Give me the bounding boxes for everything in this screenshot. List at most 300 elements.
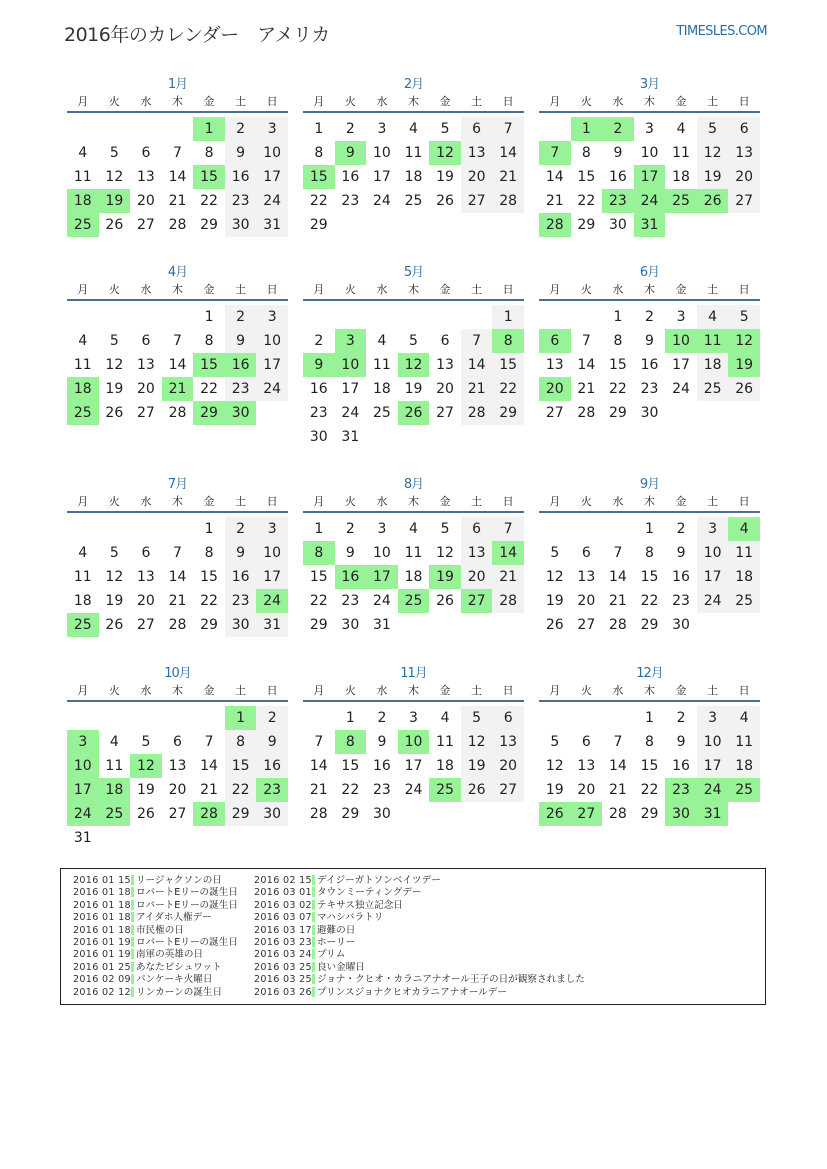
day-cell[interactable]: 30 <box>225 613 257 637</box>
day-cell[interactable]: 3 <box>645 121 654 137</box>
brand-logo[interactable]: TIMESLES.COM <box>676 24 767 39</box>
day-cell[interactable]: 27 <box>168 806 187 822</box>
holiday-day-cell[interactable]: 9 <box>335 141 367 165</box>
holiday-day-cell[interactable]: 10 <box>67 754 99 778</box>
day-cell[interactable]: 10 <box>640 145 659 161</box>
day-cell[interactable]: 29 <box>200 617 218 633</box>
day-cell[interactable]: 31 <box>256 213 288 237</box>
day-cell[interactable]: 16 <box>225 565 257 589</box>
day-cell[interactable]: 16 <box>372 758 391 774</box>
day-cell[interactable]: 10 <box>372 545 391 561</box>
holiday-day-cell[interactable]: 16 <box>225 353 257 377</box>
day-cell[interactable]: 13 <box>136 357 155 373</box>
day-cell[interactable]: 14 <box>309 758 328 774</box>
day-cell[interactable]: 10 <box>256 329 288 353</box>
day-cell[interactable]: 9 <box>645 333 654 349</box>
holiday-day-cell[interactable]: 8 <box>492 329 524 353</box>
day-cell[interactable]: 6 <box>141 333 151 349</box>
day-cell[interactable]: 24 <box>404 782 423 798</box>
day-cell[interactable]: 7 <box>461 329 493 353</box>
day-cell[interactable]: 8 <box>645 545 654 561</box>
day-cell[interactable]: 2 <box>225 117 257 141</box>
day-cell[interactable]: 14 <box>168 569 187 585</box>
holiday-day-cell[interactable]: 23 <box>602 189 634 213</box>
holiday-day-cell[interactable]: 25 <box>728 778 760 802</box>
holiday-day-cell[interactable]: 26 <box>398 401 430 425</box>
day-cell[interactable]: 30 <box>672 617 690 633</box>
day-cell[interactable]: 6 <box>461 517 493 541</box>
day-cell[interactable]: 11 <box>73 357 92 373</box>
holiday-day-cell[interactable]: 30 <box>665 802 697 826</box>
day-cell[interactable]: 20 <box>728 165 760 189</box>
day-cell[interactable]: 19 <box>545 782 564 798</box>
day-cell[interactable]: 5 <box>550 734 560 750</box>
day-cell[interactable]: 29 <box>608 405 627 421</box>
holiday-day-cell[interactable]: 4 <box>728 517 760 541</box>
holiday-day-cell[interactable]: 26 <box>539 802 571 826</box>
day-cell[interactable]: 23 <box>341 193 360 209</box>
day-cell[interactable]: 27 <box>728 189 760 213</box>
day-cell[interactable]: 17 <box>256 165 288 189</box>
day-cell[interactable]: 11 <box>436 734 454 750</box>
holiday-day-cell[interactable]: 10 <box>665 329 697 353</box>
day-cell[interactable]: 7 <box>581 333 591 349</box>
day-cell[interactable]: 19 <box>461 754 493 778</box>
holiday-day-cell[interactable]: 27 <box>461 589 493 613</box>
day-cell[interactable]: 20 <box>461 565 493 589</box>
day-cell[interactable]: 5 <box>550 545 560 561</box>
day-cell[interactable]: 13 <box>136 169 155 185</box>
day-cell[interactable]: 3 <box>377 521 387 537</box>
day-cell[interactable]: 21 <box>168 593 187 609</box>
day-cell[interactable]: 4 <box>409 521 418 537</box>
day-cell[interactable]: 26 <box>436 593 454 609</box>
holiday-day-cell[interactable]: 18 <box>67 189 99 213</box>
day-cell[interactable]: 21 <box>309 782 328 798</box>
day-cell[interactable]: 29 <box>492 401 524 425</box>
day-cell[interactable]: 6 <box>728 117 760 141</box>
day-cell[interactable]: 3 <box>697 517 729 541</box>
day-cell[interactable]: 23 <box>372 782 391 798</box>
day-cell[interactable]: 16 <box>309 381 328 397</box>
day-cell[interactable]: 20 <box>168 782 187 798</box>
day-cell[interactable]: 3 <box>697 706 729 730</box>
day-cell[interactable]: 2 <box>256 706 288 730</box>
holiday-day-cell[interactable]: 12 <box>728 329 760 353</box>
day-cell[interactable]: 16 <box>341 169 360 185</box>
day-cell[interactable]: 16 <box>608 169 627 185</box>
day-cell[interactable]: 14 <box>168 357 187 373</box>
day-cell[interactable]: 16 <box>256 754 288 778</box>
day-cell[interactable]: 3 <box>256 305 288 329</box>
day-cell[interactable]: 25 <box>372 405 391 421</box>
day-cell[interactable]: 27 <box>436 405 454 421</box>
day-cell[interactable]: 13 <box>461 541 493 565</box>
day-cell[interactable]: 14 <box>492 141 524 165</box>
holiday-day-cell[interactable]: 28 <box>193 802 225 826</box>
day-cell[interactable]: 23 <box>225 189 257 213</box>
day-cell[interactable]: 24 <box>341 405 360 421</box>
day-cell[interactable]: 10 <box>256 541 288 565</box>
day-cell[interactable]: 9 <box>613 145 623 161</box>
holiday-day-cell[interactable]: 11 <box>697 329 729 353</box>
day-cell[interactable]: 21 <box>168 193 187 209</box>
day-cell[interactable]: 12 <box>461 730 493 754</box>
day-cell[interactable]: 22 <box>200 381 218 397</box>
day-cell[interactable]: 12 <box>545 758 564 774</box>
day-cell[interactable]: 20 <box>577 593 596 609</box>
day-cell[interactable]: 17 <box>372 169 391 185</box>
day-cell[interactable]: 29 <box>640 806 659 822</box>
holiday-day-cell[interactable]: 21 <box>162 377 194 401</box>
day-cell[interactable]: 4 <box>78 333 88 349</box>
day-cell[interactable]: 11 <box>404 545 423 561</box>
day-cell[interactable]: 2 <box>676 710 686 726</box>
holiday-day-cell[interactable]: 25 <box>67 613 99 637</box>
day-cell[interactable]: 22 <box>577 193 596 209</box>
day-cell[interactable]: 4 <box>676 121 686 137</box>
day-cell[interactable]: 8 <box>581 145 591 161</box>
day-cell[interactable]: 5 <box>109 145 119 161</box>
day-cell[interactable]: 23 <box>225 589 257 613</box>
day-cell[interactable]: 28 <box>608 617 627 633</box>
day-cell[interactable]: 28 <box>577 405 596 421</box>
day-cell[interactable]: 6 <box>141 545 151 561</box>
day-cell[interactable]: 26 <box>105 617 124 633</box>
holiday-day-cell[interactable]: 3 <box>335 329 367 353</box>
day-cell[interactable]: 18 <box>697 353 729 377</box>
day-cell[interactable]: 5 <box>697 117 729 141</box>
holiday-day-cell[interactable]: 12 <box>429 141 461 165</box>
day-cell[interactable]: 21 <box>200 782 218 798</box>
day-cell[interactable]: 5 <box>109 545 119 561</box>
day-cell[interactable]: 11 <box>728 541 760 565</box>
day-cell[interactable]: 31 <box>73 830 92 846</box>
day-cell[interactable]: 10 <box>697 730 729 754</box>
holiday-day-cell[interactable]: 20 <box>539 377 571 401</box>
day-cell[interactable]: 18 <box>436 758 454 774</box>
day-cell[interactable]: 7 <box>492 517 524 541</box>
day-cell[interactable]: 15 <box>608 357 627 373</box>
holiday-day-cell[interactable]: 17 <box>634 165 666 189</box>
day-cell[interactable]: 19 <box>136 782 155 798</box>
day-cell[interactable]: 2 <box>225 305 257 329</box>
day-cell[interactable]: 11 <box>105 758 124 774</box>
holiday-day-cell[interactable]: 19 <box>429 565 461 589</box>
day-cell[interactable]: 17 <box>404 758 423 774</box>
day-cell[interactable]: 8 <box>613 333 623 349</box>
day-cell[interactable]: 19 <box>105 593 124 609</box>
day-cell[interactable]: 9 <box>676 545 686 561</box>
holiday-day-cell[interactable]: 10 <box>398 730 430 754</box>
day-cell[interactable]: 28 <box>168 617 187 633</box>
holiday-day-cell[interactable]: 29 <box>193 401 225 425</box>
day-cell[interactable]: 18 <box>728 565 760 589</box>
holiday-day-cell[interactable]: 24 <box>256 589 288 613</box>
day-cell[interactable]: 22 <box>225 778 257 802</box>
day-cell[interactable]: 2 <box>676 521 686 537</box>
day-cell[interactable]: 20 <box>577 782 596 798</box>
day-cell[interactable]: 27 <box>577 617 596 633</box>
day-cell[interactable]: 7 <box>613 545 623 561</box>
holiday-day-cell[interactable]: 25 <box>67 213 99 237</box>
day-cell[interactable]: 13 <box>577 758 596 774</box>
day-cell[interactable]: 2 <box>645 309 654 325</box>
day-cell[interactable]: 16 <box>672 569 690 585</box>
day-cell[interactable]: 29 <box>640 617 659 633</box>
day-cell[interactable]: 21 <box>577 381 596 397</box>
day-cell[interactable]: 24 <box>672 381 690 397</box>
day-cell[interactable]: 20 <box>492 754 524 778</box>
day-cell[interactable]: 13 <box>728 141 760 165</box>
day-cell[interactable]: 11 <box>404 145 423 161</box>
day-cell[interactable]: 7 <box>173 545 182 561</box>
day-cell[interactable]: 15 <box>492 353 524 377</box>
day-cell[interactable]: 28 <box>608 806 627 822</box>
day-cell[interactable]: 14 <box>608 758 627 774</box>
day-cell[interactable]: 14 <box>545 169 564 185</box>
holiday-day-cell[interactable]: 25 <box>398 589 430 613</box>
day-cell[interactable]: 7 <box>173 145 182 161</box>
day-cell[interactable]: 16 <box>672 758 690 774</box>
day-cell[interactable]: 21 <box>608 593 627 609</box>
day-cell[interactable]: 13 <box>492 730 524 754</box>
holiday-day-cell[interactable]: 24 <box>67 802 99 826</box>
day-cell[interactable]: 27 <box>136 405 155 421</box>
day-cell[interactable]: 30 <box>608 217 627 233</box>
day-cell[interactable]: 1 <box>204 309 214 325</box>
day-cell[interactable]: 2 <box>314 333 324 349</box>
day-cell[interactable]: 6 <box>173 734 182 750</box>
day-cell[interactable]: 16 <box>640 357 659 373</box>
day-cell[interactable]: 22 <box>200 193 218 209</box>
day-cell[interactable]: 23 <box>309 405 328 421</box>
day-cell[interactable]: 26 <box>461 778 493 802</box>
day-cell[interactable]: 18 <box>73 593 92 609</box>
day-cell[interactable]: 1 <box>314 521 324 537</box>
day-cell[interactable]: 15 <box>640 569 659 585</box>
day-cell[interactable]: 25 <box>697 377 729 401</box>
holiday-day-cell[interactable]: 25 <box>67 401 99 425</box>
day-cell[interactable]: 23 <box>672 593 690 609</box>
day-cell[interactable]: 30 <box>640 405 659 421</box>
holiday-day-cell[interactable]: 3 <box>67 730 99 754</box>
day-cell[interactable]: 9 <box>225 541 257 565</box>
day-cell[interactable]: 1 <box>492 305 524 329</box>
day-cell[interactable]: 6 <box>141 145 151 161</box>
holiday-day-cell[interactable]: 23 <box>256 778 288 802</box>
day-cell[interactable]: 1 <box>204 521 214 537</box>
day-cell[interactable]: 8 <box>204 333 214 349</box>
holiday-day-cell[interactable]: 31 <box>634 213 666 237</box>
day-cell[interactable]: 27 <box>461 189 493 213</box>
day-cell[interactable]: 5 <box>728 305 760 329</box>
day-cell[interactable]: 14 <box>200 758 218 774</box>
day-cell[interactable]: 6 <box>581 545 591 561</box>
day-cell[interactable]: 11 <box>728 730 760 754</box>
holiday-day-cell[interactable]: 17 <box>366 565 398 589</box>
day-cell[interactable]: 12 <box>105 357 124 373</box>
day-cell[interactable]: 13 <box>577 569 596 585</box>
holiday-day-cell[interactable]: 9 <box>303 353 335 377</box>
holiday-day-cell[interactable]: 27 <box>571 802 603 826</box>
day-cell[interactable]: 9 <box>345 545 355 561</box>
day-cell[interactable]: 18 <box>404 169 423 185</box>
day-cell[interactable]: 4 <box>78 145 88 161</box>
day-cell[interactable]: 15 <box>640 758 659 774</box>
day-cell[interactable]: 26 <box>728 377 760 401</box>
holiday-day-cell[interactable]: 15 <box>193 165 225 189</box>
day-cell[interactable]: 28 <box>309 806 328 822</box>
day-cell[interactable]: 13 <box>168 758 187 774</box>
day-cell[interactable]: 4 <box>728 706 760 730</box>
day-cell[interactable]: 30 <box>225 213 257 237</box>
holiday-day-cell[interactable]: 25 <box>99 802 131 826</box>
day-cell[interactable]: 31 <box>256 613 288 637</box>
day-cell[interactable]: 6 <box>440 333 450 349</box>
day-cell[interactable]: 29 <box>225 802 257 826</box>
day-cell[interactable]: 21 <box>608 782 627 798</box>
day-cell[interactable]: 14 <box>577 357 596 373</box>
day-cell[interactable]: 17 <box>256 353 288 377</box>
day-cell[interactable]: 26 <box>545 617 564 633</box>
day-cell[interactable]: 17 <box>697 565 729 589</box>
day-cell[interactable]: 6 <box>581 734 591 750</box>
day-cell[interactable]: 15 <box>225 754 257 778</box>
day-cell[interactable]: 20 <box>461 165 493 189</box>
day-cell[interactable]: 19 <box>105 381 124 397</box>
day-cell[interactable]: 5 <box>409 333 418 349</box>
day-cell[interactable]: 15 <box>341 758 360 774</box>
day-cell[interactable]: 11 <box>73 569 92 585</box>
holiday-day-cell[interactable]: 25 <box>665 189 697 213</box>
day-cell[interactable]: 2 <box>225 517 257 541</box>
day-cell[interactable]: 9 <box>225 141 257 165</box>
holiday-day-cell[interactable]: 12 <box>130 754 162 778</box>
holiday-day-cell[interactable]: 31 <box>697 802 729 826</box>
day-cell[interactable]: 7 <box>492 117 524 141</box>
day-cell[interactable]: 9 <box>676 734 686 750</box>
day-cell[interactable]: 24 <box>372 193 391 209</box>
day-cell[interactable]: 18 <box>672 169 690 185</box>
day-cell[interactable]: 30 <box>341 617 360 633</box>
day-cell[interactable]: 22 <box>492 377 524 401</box>
day-cell[interactable]: 13 <box>436 357 454 373</box>
day-cell[interactable]: 12 <box>697 141 729 165</box>
day-cell[interactable]: 4 <box>440 710 450 726</box>
day-cell[interactable]: 3 <box>676 309 686 325</box>
day-cell[interactable]: 5 <box>440 521 450 537</box>
day-cell[interactable]: 25 <box>404 193 423 209</box>
day-cell[interactable]: 4 <box>78 545 88 561</box>
holiday-day-cell[interactable]: 19 <box>99 189 131 213</box>
day-cell[interactable]: 7 <box>173 333 182 349</box>
day-cell[interactable]: 4 <box>697 305 729 329</box>
day-cell[interactable]: 28 <box>492 189 524 213</box>
day-cell[interactable]: 27 <box>545 405 564 421</box>
day-cell[interactable]: 3 <box>409 710 418 726</box>
day-cell[interactable]: 19 <box>436 169 454 185</box>
day-cell[interactable]: 22 <box>309 593 328 609</box>
day-cell[interactable]: 24 <box>256 377 288 401</box>
day-cell[interactable]: 18 <box>404 569 423 585</box>
day-cell[interactable]: 26 <box>105 217 124 233</box>
day-cell[interactable]: 19 <box>404 381 423 397</box>
holiday-day-cell[interactable]: 17 <box>67 778 99 802</box>
day-cell[interactable]: 19 <box>545 593 564 609</box>
day-cell[interactable]: 31 <box>372 617 391 633</box>
day-cell[interactable]: 15 <box>309 569 328 585</box>
holiday-day-cell[interactable]: 25 <box>429 778 461 802</box>
day-cell[interactable]: 6 <box>461 117 493 141</box>
holiday-day-cell[interactable]: 8 <box>303 541 335 565</box>
day-cell[interactable]: 7 <box>204 734 214 750</box>
day-cell[interactable]: 18 <box>372 381 391 397</box>
day-cell[interactable]: 26 <box>105 405 124 421</box>
day-cell[interactable]: 8 <box>225 730 257 754</box>
holiday-day-cell[interactable]: 2 <box>602 117 634 141</box>
day-cell[interactable]: 13 <box>461 141 493 165</box>
day-cell[interactable]: 5 <box>141 734 151 750</box>
day-cell[interactable]: 22 <box>640 782 659 798</box>
holiday-day-cell[interactable]: 26 <box>697 189 729 213</box>
day-cell[interactable]: 24 <box>697 589 729 613</box>
holiday-day-cell[interactable]: 6 <box>539 329 571 353</box>
holiday-day-cell[interactable]: 16 <box>335 565 367 589</box>
holiday-day-cell[interactable]: 24 <box>697 778 729 802</box>
day-cell[interactable]: 3 <box>256 117 288 141</box>
day-cell[interactable]: 28 <box>168 405 187 421</box>
day-cell[interactable]: 30 <box>372 806 391 822</box>
day-cell[interactable]: 5 <box>109 333 119 349</box>
day-cell[interactable]: 21 <box>461 377 493 401</box>
day-cell[interactable]: 2 <box>377 710 387 726</box>
holiday-day-cell[interactable]: 1 <box>225 706 257 730</box>
day-cell[interactable]: 22 <box>200 593 218 609</box>
day-cell[interactable]: 29 <box>341 806 360 822</box>
day-cell[interactable]: 11 <box>372 357 391 373</box>
holiday-day-cell[interactable]: 14 <box>492 541 524 565</box>
holiday-day-cell[interactable]: 19 <box>728 353 760 377</box>
day-cell[interactable]: 20 <box>136 193 155 209</box>
day-cell[interactable]: 23 <box>225 377 257 401</box>
holiday-day-cell[interactable]: 7 <box>539 141 571 165</box>
day-cell[interactable]: 29 <box>309 217 328 233</box>
holiday-day-cell[interactable]: 28 <box>539 213 571 237</box>
day-cell[interactable]: 3 <box>256 517 288 541</box>
day-cell[interactable]: 29 <box>200 217 218 233</box>
day-cell[interactable]: 3 <box>377 121 387 137</box>
day-cell[interactable]: 7 <box>613 734 623 750</box>
day-cell[interactable]: 10 <box>697 541 729 565</box>
holiday-day-cell[interactable]: 30 <box>225 401 257 425</box>
day-cell[interactable]: 24 <box>372 593 391 609</box>
day-cell[interactable]: 4 <box>409 121 418 137</box>
day-cell[interactable]: 16 <box>225 165 257 189</box>
holiday-day-cell[interactable]: 18 <box>99 778 131 802</box>
day-cell[interactable]: 17 <box>672 357 690 373</box>
day-cell[interactable]: 9 <box>225 329 257 353</box>
day-cell[interactable]: 22 <box>341 782 360 798</box>
day-cell[interactable]: 22 <box>640 593 659 609</box>
day-cell[interactable]: 26 <box>436 193 454 209</box>
day-cell[interactable]: 12 <box>436 545 454 561</box>
day-cell[interactable]: 14 <box>168 169 187 185</box>
day-cell[interactable]: 31 <box>341 429 360 445</box>
holiday-day-cell[interactable]: 8 <box>335 730 367 754</box>
day-cell[interactable]: 27 <box>136 617 155 633</box>
day-cell[interactable]: 9 <box>377 734 387 750</box>
